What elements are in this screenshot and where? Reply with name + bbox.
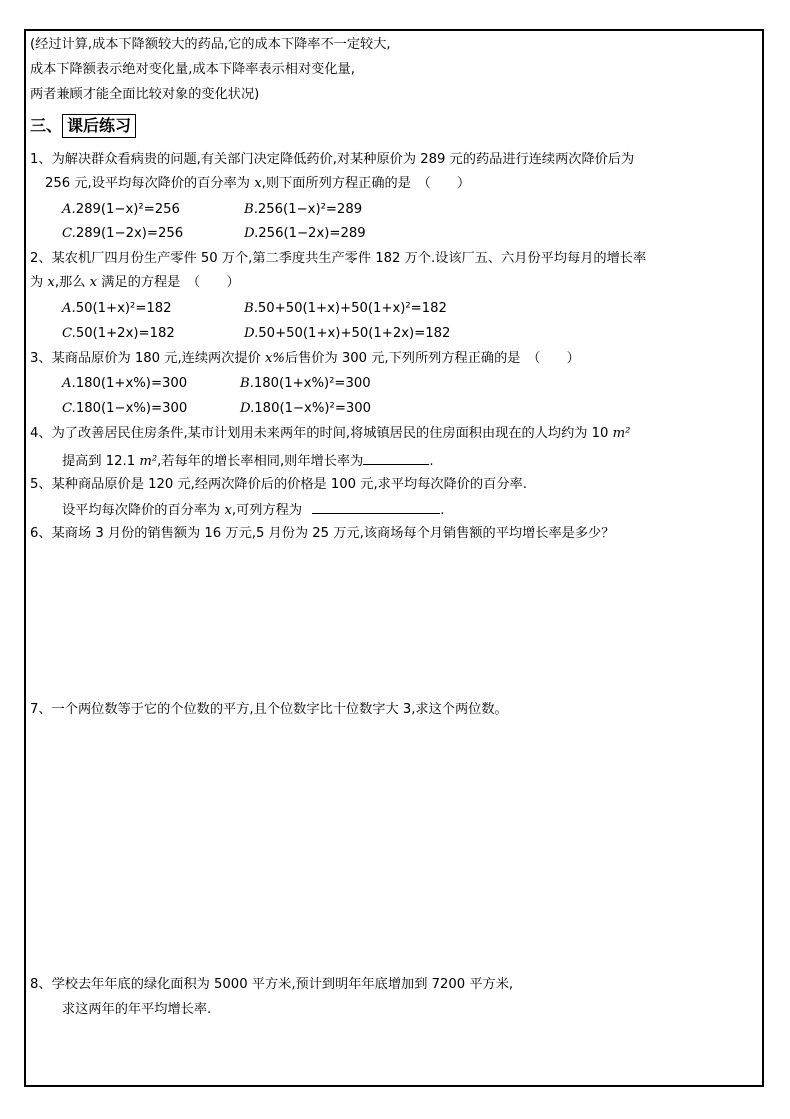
q8-line-1: 8、学校去年年底的绿化面积为 5000 平方米,预计到明年年底增加到 7200 平方米, [30, 977, 514, 992]
q5-line-2: 设平均每次降价的百分率为 x,可列方程为 . [62, 500, 444, 520]
section-title: 课后练习 [62, 114, 136, 138]
q1-line-2: 256 元,设平均每次降价的百分率为 x,则下面所列方程正确的是 （ ） [45, 176, 471, 191]
q1-variable: x [254, 176, 262, 191]
q5-variable: x [224, 503, 232, 518]
q1-option-b: B.256(1−x)²=289 [244, 202, 363, 217]
q2-line-1: 2、某农机厂四月份生产零件 50 万个,第二季度共生产零件 182 万个.设该厂五、六月份平均每月的增长率 [30, 251, 647, 266]
q1-option-a: A.289(1−x)²=256 [62, 202, 180, 217]
q2-option-c: C.50(1+2x)=182 [62, 326, 175, 341]
note-line-2: 成本下降额表示绝对变化量,成本下降率表示相对变化量, [30, 62, 355, 77]
q3-option-a: A.180(1+x%)=300 [62, 376, 188, 391]
q5-answer-blank[interactable] [312, 500, 440, 514]
q2-option-d: D.50+50(1+x)+50(1+2x)=182 [244, 326, 451, 341]
q4-answer-blank[interactable] [363, 451, 429, 465]
q8-line-2: 求这两年的年平均增长率. [62, 1002, 212, 1017]
q6-line-1: 6、某商场 3 月份的销售额为 16 万元,5 月份为 25 万元,该商场每个月销售额的平均增长率是多少？ [30, 526, 615, 541]
q4-line-1: 4、为了改善居民住房条件,某市计划用未来两年的时间,将城镇居民的住房面积由现在的人均约为 10 m² [30, 426, 631, 441]
q2-variable: x [47, 275, 55, 290]
q1-line-1: 1、为解决群众看病贵的问题,有关部门决定降低药价,对某种原价为 289 元的药品进行连续两次降价后为 [30, 152, 635, 167]
q2-line-2: 为 x,那么 x 满足的方程是 （ ） [30, 275, 240, 290]
q3-variable: x% [264, 351, 285, 366]
note-line-3: 两者兼顾才能全面比较对象的变化状况) [30, 87, 260, 102]
q2-option-a: A.50(1+x)²=182 [62, 301, 172, 316]
q3-option-b: B.180(1+x%)²=300 [240, 376, 371, 391]
q1-option-d: D.256(1−2x)=289 [244, 226, 366, 241]
section-number: 三、 [30, 116, 63, 135]
q4-unit: m² [612, 426, 631, 441]
section-heading [30, 114, 136, 138]
q2-option-b: B.50+50(1+x)+50(1+x)²=182 [244, 301, 447, 316]
q3-option-c: C.180(1−x%)=300 [62, 401, 188, 416]
q7-line-1: 7、一个两位数等于它的个位数的平方,且个位数字比十位数字大 3,求这个两位数。 [30, 702, 508, 717]
q3-line-1: 3、某商品原价为 180 元,连续两次提价 x%后售价为 300 元,下列所列方程正确的是 （ ） [30, 351, 580, 366]
q1-option-c: C.289(1−2x)=256 [62, 226, 184, 241]
q5-line-1: 5、某种商品原价是 120 元,经两次降价后的价格是 100 元,求平均每次降价的百分率. [30, 477, 527, 492]
q3-option-d: D.180(1−x%)²=300 [240, 401, 372, 416]
note-line-1: (经过计算,成本下降额较大的药品,它的成本下降率不一定较大, [30, 37, 391, 52]
q4-line-2: 提高到 12.1 m²,若每年的增长率相同,则年增长率为 . [62, 451, 434, 471]
